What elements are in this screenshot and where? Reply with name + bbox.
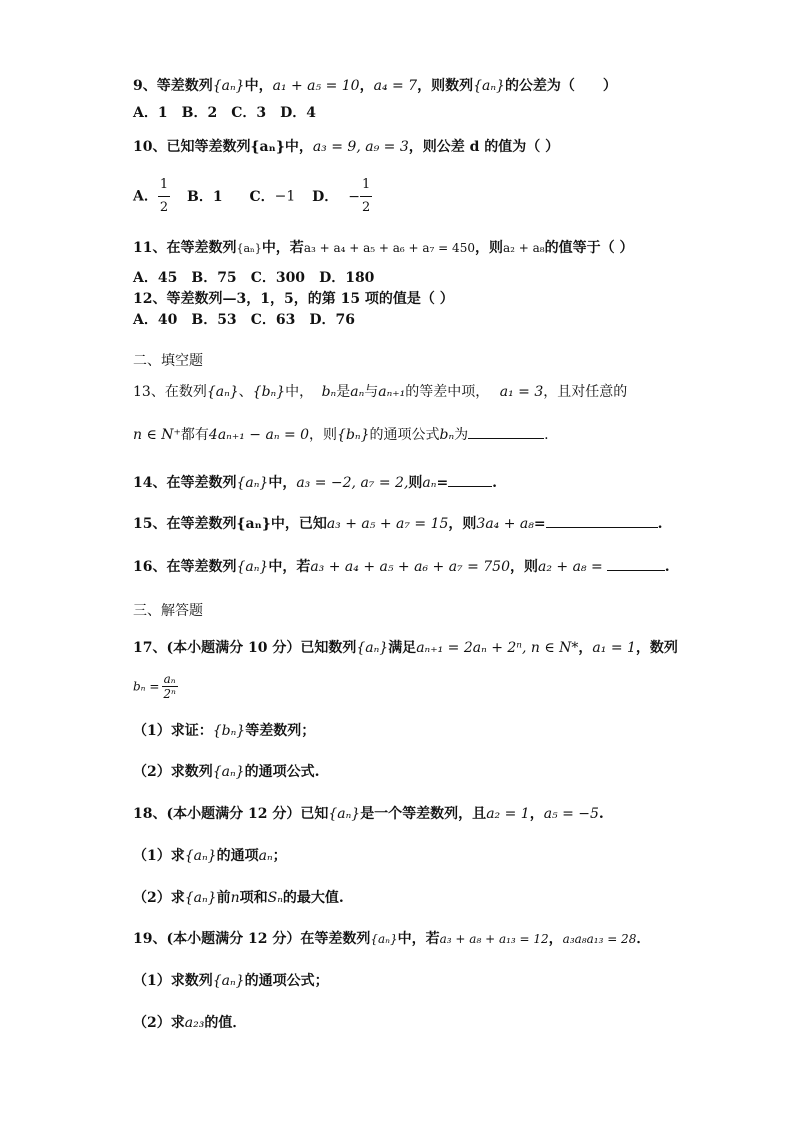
- q19-mid: 中，若: [397, 931, 440, 947]
- q12-option-a: A．40: [133, 312, 178, 328]
- q13-comma: 、: [238, 384, 253, 400]
- q9-then: ，则数列: [417, 78, 474, 94]
- q11-option-d: D．180: [319, 270, 375, 286]
- q17-number: 17、(本小题满分 10 分）已知数列: [133, 640, 357, 656]
- section-heading-fill-in: 二、填空题: [133, 353, 203, 369]
- q17-tail: ，数列: [635, 640, 678, 656]
- q13-number: 13、在数列: [133, 384, 207, 400]
- q15-condition: a₃ + a₅ + a₇ = 15: [326, 516, 449, 532]
- q19-part-1: [133, 971, 329, 991]
- q18-a5: a₅ = −5: [543, 806, 599, 822]
- q17-part-1: [133, 721, 315, 741]
- q14-equals: =: [436, 475, 449, 491]
- q17-p1-seq: {bₙ}: [212, 723, 246, 739]
- q17-satisfies: 满足: [388, 640, 417, 656]
- q9-option-d: D．4: [280, 105, 316, 121]
- q13-seq-b: {bₙ}: [252, 384, 286, 400]
- q18-sequence: {aₙ}: [328, 806, 361, 822]
- q16-end: .: [664, 559, 670, 575]
- q17-p2-seq: {aₙ}: [212, 764, 245, 780]
- q14-answer-blank[interactable]: [448, 472, 492, 487]
- q17-frac-numerator: aₙ: [163, 672, 176, 686]
- q17-sep: ，: [578, 640, 593, 656]
- q19-condition-2: a₃a₈a₁₃ = 28: [562, 932, 637, 946]
- q19-end: ．: [636, 931, 651, 947]
- q10-option-a: A．: [133, 188, 158, 205]
- q12-option-c: C．63: [250, 312, 296, 328]
- q13-answer-blank[interactable]: [468, 424, 544, 439]
- q10-option-c: C．: [249, 188, 275, 205]
- q15-expr: 3a₄ + a₈: [476, 516, 534, 532]
- q17-p2-label: （2）求数列: [133, 764, 213, 780]
- q10-d-numerator: 1: [360, 174, 372, 197]
- q18-p2-n: n: [230, 890, 240, 906]
- q13-end: .: [544, 427, 549, 443]
- q17-bn-definition: [133, 672, 180, 701]
- q10-option-a-fraction: [158, 174, 170, 219]
- q11-then: ，则: [474, 240, 503, 256]
- q10-options: [133, 174, 372, 219]
- q10-a-numerator: 1: [158, 174, 170, 197]
- question-16: [133, 556, 670, 577]
- q17-fraction: [161, 672, 178, 701]
- q16-mid: 中，若: [268, 559, 311, 575]
- q13-mid: 中，: [285, 384, 314, 400]
- q18-p2-seq: {aₙ}: [184, 890, 217, 906]
- q18-part-2: [133, 888, 344, 908]
- q16-number: 16、在等差数列: [133, 559, 237, 575]
- question-17: [133, 638, 678, 658]
- q14-condition: a₃ = −2, a₇ = 2,: [296, 475, 409, 491]
- q17-a1: a₁ = 1: [592, 640, 636, 656]
- q9-condition-2: a₄ = 7: [373, 78, 418, 94]
- q13-seq-a: {aₙ}: [206, 384, 239, 400]
- q9-sep: ，: [359, 78, 374, 94]
- q18-p2-sn: Sₙ: [267, 890, 283, 906]
- q10-ask: ，则公差 d 的值为（ ）: [408, 139, 560, 155]
- q9-number: 9、等差数列: [133, 78, 213, 94]
- q18-p1-label: （1）求: [133, 848, 185, 864]
- q17-recurrence: aₙ₊₁ = 2aₙ + 2ⁿ, n ∈ N*: [416, 640, 579, 656]
- q19-p2-text: 的值．: [204, 1015, 247, 1031]
- q13-then: ，则: [309, 427, 338, 443]
- q19-p1-seq: {aₙ}: [212, 973, 245, 989]
- q12-options: [133, 310, 369, 330]
- question-15: [133, 513, 663, 534]
- q13-equation: 4aₙ₊₁ − aₙ = 0: [208, 427, 310, 443]
- q16-then: ，则: [510, 559, 538, 575]
- q18-number: 18、(本小题满分 12 分）已知: [133, 806, 329, 822]
- q13-bn-2: bₙ: [439, 427, 455, 443]
- q17-p1-text: 等差数列；: [245, 723, 316, 739]
- q10-option-c-value: −1: [274, 188, 296, 205]
- q19-part-2: [133, 1013, 246, 1033]
- q13-is: 是: [336, 384, 351, 400]
- q17-bn: bₙ =: [133, 679, 160, 694]
- q18-p2-sum: 项和: [239, 890, 268, 906]
- q19-sep: ，: [548, 931, 563, 947]
- q10-d-denominator: 2: [362, 200, 371, 215]
- q15-number: 15、在等差数列{aₙ}中，已知: [133, 516, 327, 532]
- q13-an: aₙ: [350, 384, 365, 400]
- q18-p2-front: 前: [216, 890, 231, 906]
- q10-option-b: B．1: [187, 188, 223, 205]
- q10-condition: a₃ = 9, a₉ = 3: [312, 139, 409, 155]
- q17-sequence: {aₙ}: [356, 640, 389, 656]
- q11-sequence: {aₙ}: [236, 242, 262, 255]
- q13-middle: 的等差中项，: [405, 384, 490, 400]
- q10-option-d: D．: [312, 188, 339, 205]
- q16-condition: a₃ + a₄ + a₅ + a₆ + a₇ = 750: [310, 559, 510, 575]
- q19-p1-label: （1）求数列: [133, 973, 213, 989]
- q9-options: [133, 103, 330, 123]
- q13-all: 都有: [180, 427, 209, 443]
- q13-n-domain: n ∈ N⁺: [133, 427, 181, 443]
- q13-seq-b-2: {bₙ}: [337, 427, 370, 443]
- q13-an1: aₙ₊₁: [378, 384, 406, 400]
- q15-answer-blank[interactable]: [546, 513, 658, 528]
- q14-number: 14、在等差数列: [133, 475, 237, 491]
- q18-p2-label: （2）求: [133, 890, 185, 906]
- question-19: [133, 929, 650, 949]
- q19-p2-label: （2）求: [133, 1015, 185, 1031]
- q13-tail: ，且对任意的: [543, 384, 628, 400]
- q12-option-b: B．53: [191, 312, 237, 328]
- question-10: [133, 137, 559, 157]
- q15-then: ，则: [448, 516, 477, 532]
- q11-ask: 的值等于（ ）: [544, 240, 634, 256]
- q11-mid: 中，若: [261, 240, 304, 256]
- question-11: [133, 238, 633, 259]
- q19-number: 19、(本小题满分 12 分）在等差数列: [133, 931, 371, 947]
- q14-end: .: [492, 475, 498, 491]
- q13-and: 与: [364, 384, 379, 400]
- q14-then: 则: [408, 475, 423, 491]
- question-13-line-1: [133, 382, 627, 402]
- q11-condition: a₃ + a₄ + a₅ + a₆ + a₇ = 450: [303, 241, 475, 255]
- q18-end: .: [598, 806, 604, 822]
- q18-p1-seq: {aₙ}: [184, 848, 217, 864]
- q9-sequence-2: {aₙ}: [473, 78, 505, 94]
- q18-p1-text: 的通项: [216, 848, 259, 864]
- q18-sep: ，: [529, 806, 544, 822]
- question-18: [133, 804, 604, 824]
- q9-condition-1: a₁ + a₅ = 10: [272, 78, 360, 94]
- question-14: [133, 472, 497, 493]
- q11-expr: a₂ + a₈: [502, 241, 545, 255]
- q10-number: 10、已知等差数列{aₙ}中，: [133, 139, 313, 155]
- q19-p2-a23: a₂₃: [184, 1015, 205, 1031]
- q14-an: aₙ: [422, 475, 437, 491]
- q9-option-c: C．3: [231, 105, 267, 121]
- q18-p1-end: ；: [272, 848, 287, 864]
- q19-p1-text: 的通项公式；: [244, 973, 329, 989]
- q11-number: 11、在等差数列: [133, 240, 237, 256]
- q13-bn: bₙ: [321, 384, 337, 400]
- q15-end: .: [657, 516, 663, 532]
- q13-general: 的通项公式: [369, 427, 440, 443]
- q10-option-d-fraction: [360, 174, 372, 219]
- q10-a-denominator: 2: [159, 200, 169, 215]
- q9-option-b: B．2: [181, 105, 218, 121]
- q19-sequence: {aₙ}: [370, 932, 398, 946]
- question-12: 12、等差数列—3，1，5，的第 15 项的值是（ ）: [133, 291, 454, 307]
- q19-condition-1: a₃ + a₈ + a₁₃ = 12: [439, 932, 549, 946]
- q11-option-a: A．45: [133, 270, 178, 286]
- section-heading-solutions: 三、解答题: [133, 603, 203, 619]
- question-9: [133, 76, 617, 96]
- q16-expr: a₂ + a₈ =: [538, 559, 603, 575]
- q18-part-1: [133, 846, 287, 866]
- q14-mid: 中，: [268, 475, 297, 491]
- q9-sequence: {aₙ}: [212, 78, 245, 94]
- q11-option-b: B．75: [191, 270, 237, 286]
- question-13-line-2: [133, 424, 549, 445]
- q9-ask: 的公差为（ ）: [504, 78, 617, 94]
- q16-sequence: {aₙ}: [236, 559, 269, 575]
- q12-option-d: D．76: [309, 312, 355, 328]
- q17-part-2: [133, 762, 319, 782]
- q17-frac-denominator: 2ⁿ: [163, 687, 176, 701]
- q18-p2-text: 的最大值.: [282, 890, 344, 906]
- q13-a1: a₁ = 3: [499, 384, 544, 400]
- q14-sequence: {aₙ}: [236, 475, 269, 491]
- q10-option-d-sign: −: [348, 188, 361, 205]
- q18-mid: 是一个等差数列，且: [360, 806, 487, 822]
- q11-option-c: C．300: [250, 270, 306, 286]
- q18-a2: a₂ = 1: [486, 806, 530, 822]
- q9-mid: 中，: [244, 78, 273, 94]
- q15-equals: =: [533, 516, 546, 532]
- q11-options: [133, 268, 388, 288]
- q17-p2-text: 的通项公式.: [244, 764, 320, 780]
- q9-option-a: A．1: [133, 105, 168, 121]
- q17-p1-label: （1）求证：: [133, 723, 213, 739]
- q13-is-2: 为: [454, 427, 469, 443]
- q18-p1-an: aₙ: [258, 848, 273, 864]
- q16-answer-blank[interactable]: [607, 556, 665, 571]
